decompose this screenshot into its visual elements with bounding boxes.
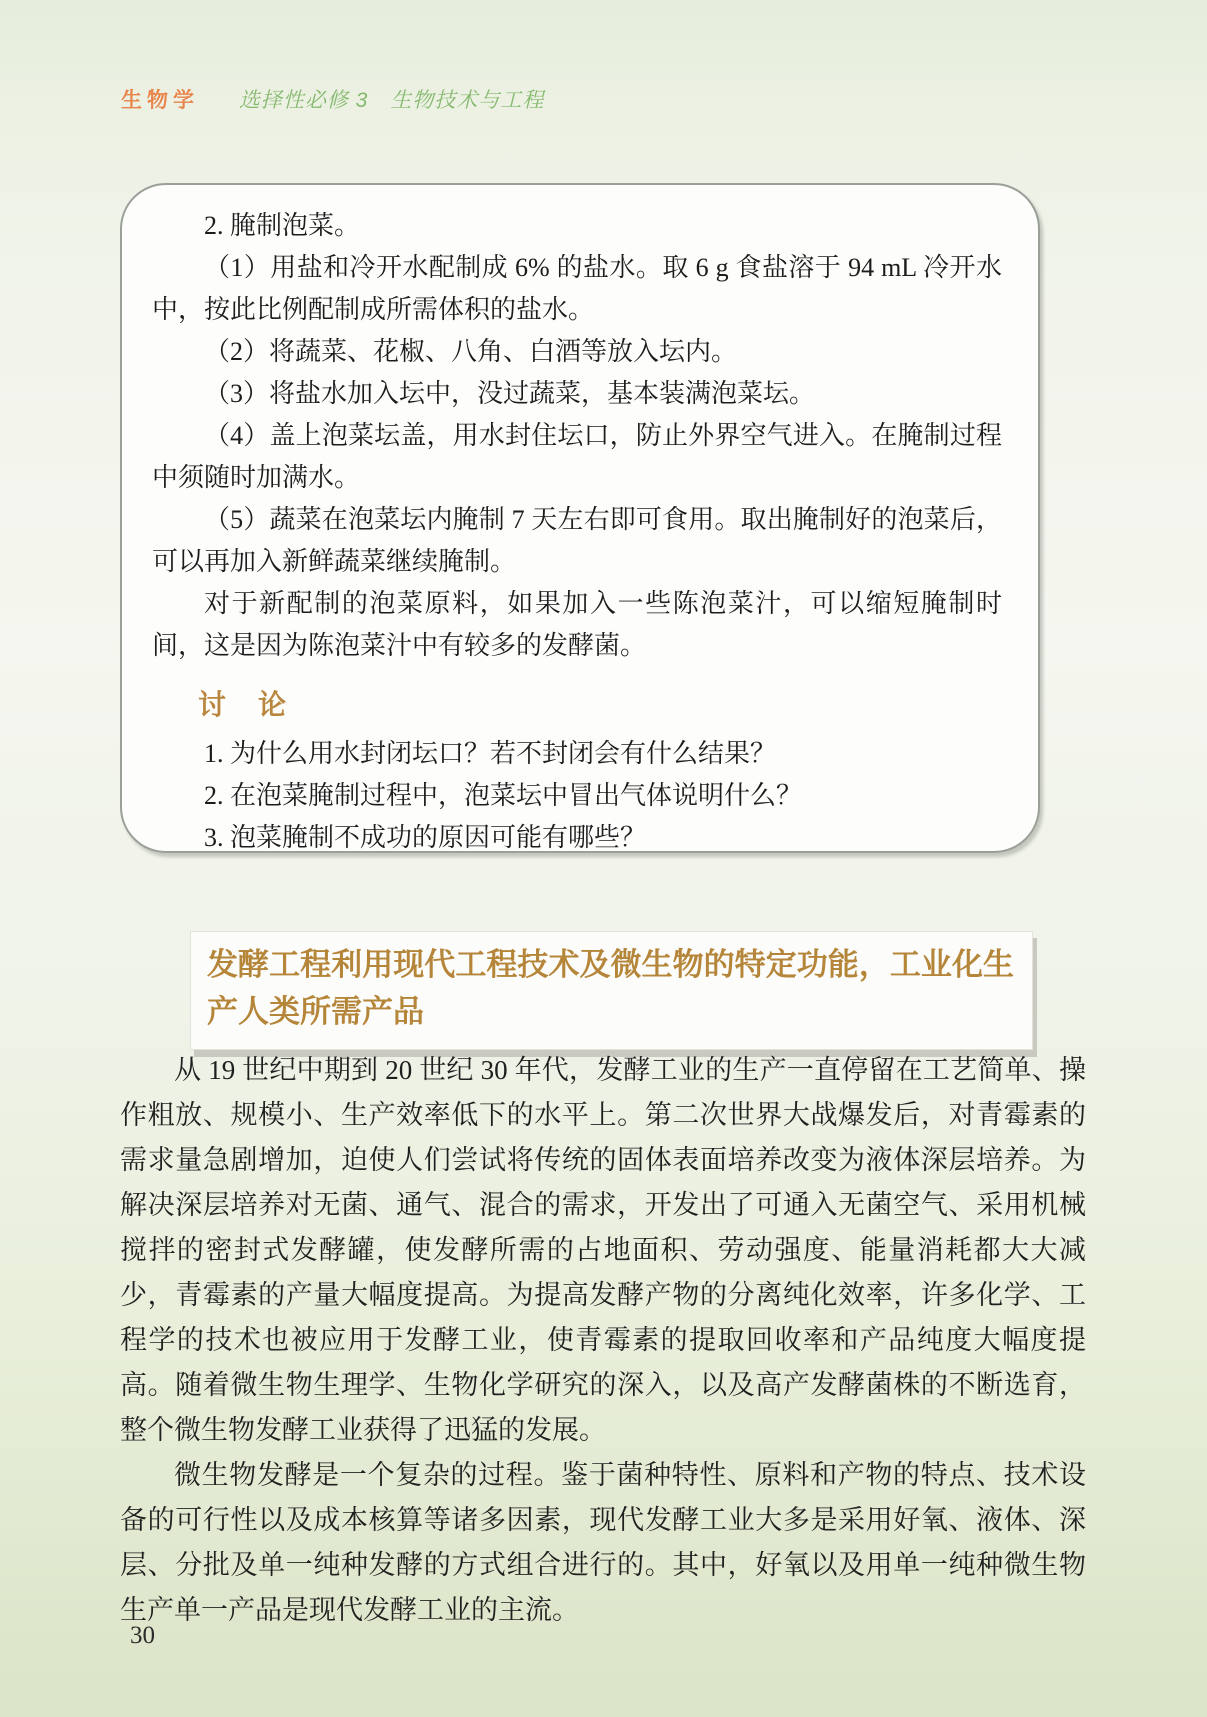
section-heading-card — [190, 931, 1033, 1050]
body-paragraph: 微生物发酵是一个复杂的过程。鉴于菌种特性、原料和产物的特点、技术设备的可行性以及成本核算等诸多因素，现代发酵工业大多是采用好氧、液体、深层、分批及单一纯种发酵的方式组合进行的。其中，好氧以及用单一纯种微生物生产单一产品是现代发酵工业的主流。 — [120, 1460, 1086, 1625]
activity-step-title: 2. 腌制泡菜。 — [204, 211, 361, 240]
module-label: 选择性必修 3 生物技术与工程 — [238, 89, 545, 112]
activity-step: （4）盖上泡菜坛盖，用水封住坛口，防止外界空气进入。在腌制过程中须随时加满水。 — [152, 421, 1002, 492]
discussion-question: 1. 为什么用水封闭坛口？若不封闭会有什么结果？ — [204, 739, 777, 768]
activity-step: （2）将蔬菜、花椒、八角、白酒等放入坛内。 — [204, 337, 738, 366]
body-text — [120, 1048, 1086, 1633]
activity-note: 对于新配制的泡菜原料，如果加入一些陈泡菜汁，可以缩短腌制时间，这是因为陈泡菜汁中有较多的发酵菌。 — [152, 589, 1002, 660]
activity-step: （5）蔬菜在泡菜坛内腌制 7 天左右即可食用。取出腌制好的泡菜后，可以再加入新鲜蔬菜继续腌制。 — [152, 505, 1002, 576]
activity-box — [120, 183, 1040, 853]
section-heading: 发酵工程利用现代工程技术及微生物的特定功能，工业化生产人类所需产品 — [207, 947, 1014, 1029]
activity-step: （1）用盐和冷开水配制成 6% 的盐水。取 6 g 食盐溶于 94 mL 冷开水中，按此比例配制成所需体积的盐水。 — [152, 253, 1002, 324]
discussion-question: 2. 在泡菜腌制过程中，泡菜坛中冒出气体说明什么？ — [204, 781, 803, 810]
running-header — [121, 84, 544, 114]
page-footer — [130, 1622, 155, 1650]
discussion-question: 3. 泡菜腌制不成功的原因可能有哪些？ — [204, 823, 647, 852]
page-number: 30 — [130, 1622, 155, 1649]
subject-label: 生物学 — [121, 89, 199, 112]
activity-step: （3）将盐水加入坛中，没过蔬菜，基本装满泡菜坛。 — [204, 379, 816, 408]
discussion-title: 讨 论 — [198, 689, 289, 720]
body-paragraph: 从 19 世纪中期到 20 世纪 30 年代，发酵工业的生产一直停留在工艺简单、操作粗放、规模小、生产效率低下的水平上。第二次世界大战爆发后，对青霉素的需求量急剧增加，迫使人们尝试将传统的固体表面培养改变为液体深层培养。为解决深层培养对无菌、通气、混合的需求，开发出了可通入无菌空气、采用机械搅拌的密封式发酵罐，使发酵所需的占地面积、劳动强度、能量消耗都大大减少，青霉素的产量大幅度提高。为提高发酵产物的分离纯化效率，许多化学、工程学的技术也被应用于发酵工业，使青霉素的提取回收率和产品纯度大幅度提高。随着微生物生理学、生物化学研究的深入，以及高产发酵菌株的不断选育，整个微生物发酵工业获得了迅猛的发展。 — [120, 1055, 1086, 1445]
